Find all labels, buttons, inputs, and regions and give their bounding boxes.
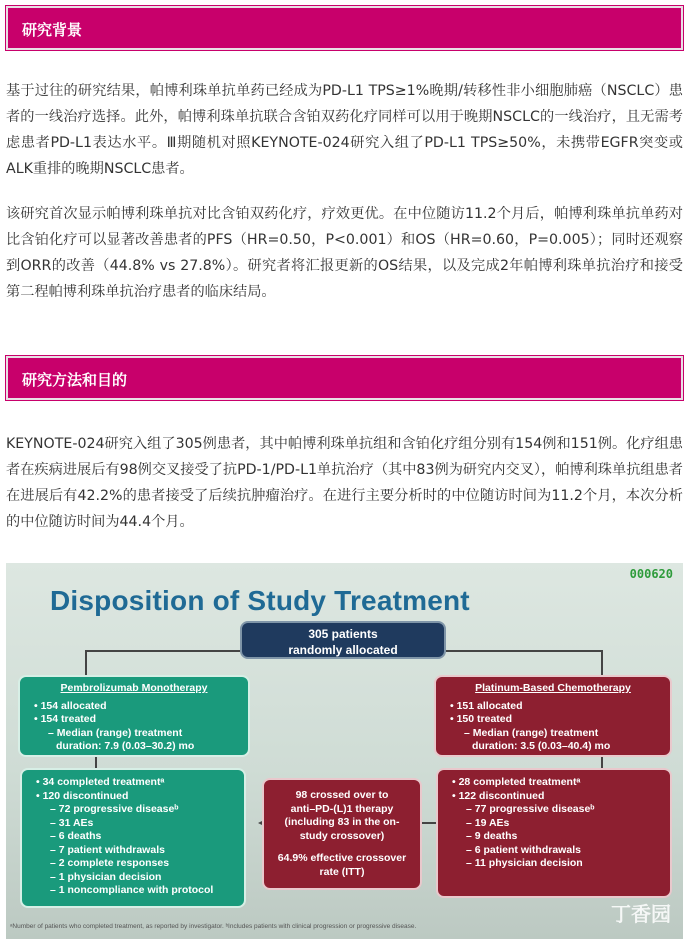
arm-header: Pembrolizumab Monotherapy	[60, 682, 208, 694]
paragraph-background-1: 基于过往的研究结果，帕博利珠单抗单药已经成为PD-L1 TPS≥1%晚期/转移性非小细胞肺癌（NSCLC）患者的一线治疗选择。此外，帕博利珠单抗联合含铂双药化疗同样可以用于晚期NSCLC的一线治疗，且无需考虑患者PD-L1表达水平。Ⅲ期随机对照KEYNOTE-024研究入组了PD-L1 TPS≥50%，未携带EGFR突变或ALK重排的晚期NSCLC患者。	[6, 83, 683, 177]
outcome-line: – 11 physician decision	[466, 857, 583, 869]
randomized-line-2: randomly allocated	[288, 643, 398, 657]
arm-line: – Median (range) treatment	[48, 726, 183, 739]
outcome-line: – 77 progressive diseaseᵇ	[466, 803, 595, 815]
outcome-line: – 72 progressive diseaseᵇ	[50, 803, 179, 815]
section-header-methods	[6, 356, 683, 400]
randomized-line-1: 305 patients	[308, 627, 378, 641]
section-title: 研究背景	[22, 21, 83, 39]
outcome-line: • 120 discontinued	[36, 789, 129, 802]
outcome-line: – 7 patient withdrawals	[50, 843, 165, 856]
outcome-line: – 9 deaths	[466, 830, 518, 842]
crossover-line: 98 crossed over to	[295, 789, 389, 801]
arm-line: – Median (range) treatment	[464, 726, 599, 739]
outcome-line: – 1 physician decision	[50, 870, 162, 883]
arm-line: • 154 allocated	[34, 699, 107, 712]
outcome-line: – 6 patient withdrawals	[466, 843, 581, 856]
arm-header: Platinum-Based Chemotherapy	[475, 682, 631, 694]
slide-photo	[6, 563, 683, 939]
slide-title: Disposition of Study Treatment	[50, 585, 470, 616]
crossover-line: 64.9% effective crossover	[277, 852, 407, 864]
outcome-line: – 31 AEs	[50, 816, 94, 829]
pembrolizumab-arm-box	[18, 675, 250, 757]
outcome-line: – 19 AEs	[466, 816, 510, 829]
outcome-line: • 122 discontinued	[452, 789, 545, 802]
slide-footnote: ᵃNumber of patients who completed treatment, as reported by investigator. ᵇIncludes patients with clinical progression or progressive disease.	[10, 923, 417, 930]
arm-line: • 150 treated	[450, 713, 513, 725]
paragraph-methods: KEYNOTE-024研究入组了305例患者，其中帕博利珠单抗组和含铂化疗组分别有154例和151例。化疗组患者在疾病进展后有98例交叉接受了抗PD-1/PD-L1单抗治疗（其中83例为研究内交叉），帕博利珠单抗组患者在进展后有42.2%的患者接受了后续抗肿瘤治疗。在进行主要分析时的中位随访时间为11.2个月，本次分析的中位随访时间为44.4个月。	[6, 436, 683, 530]
crossover-box	[262, 778, 422, 890]
slide-counter: 000620	[629, 567, 673, 581]
randomized-box	[240, 621, 446, 659]
outcome-line: – 6 deaths	[50, 830, 102, 842]
chemotherapy-arm-box	[434, 675, 672, 757]
outcome-line: • 28 completed treatmentᵃ	[452, 776, 581, 788]
outcome-line: – 1 noncompliance with protocol	[50, 884, 214, 896]
section-header-background	[6, 6, 683, 50]
arm-line: duration: 3.5 (0.03–40.4) mo	[472, 740, 611, 752]
outcome-line: – 2 complete responses	[50, 857, 170, 869]
connector-right	[446, 651, 602, 675]
crossover-line: anti–PD-(L)1 therapy	[290, 802, 394, 815]
pembrolizumab-outcome-box	[20, 768, 246, 908]
outcome-line: • 34 completed treatmentᵃ	[36, 776, 165, 788]
connector-left	[86, 651, 240, 675]
crossover-line: (including 83 in the on-	[284, 816, 400, 828]
arm-line: • 151 allocated	[450, 699, 523, 712]
crossover-line: rate (ITT)	[319, 865, 365, 878]
arm-line: duration: 7.9 (0.03–30.2) mo	[56, 740, 195, 752]
arm-line: • 154 treated	[34, 713, 97, 725]
crossover-line: study crossover)	[299, 829, 385, 842]
chemotherapy-outcome-box	[436, 768, 672, 898]
section-title: 研究方法和目的	[22, 371, 128, 389]
watermark-logo: 丁香园	[611, 902, 671, 926]
paragraph-background-2: 该研究首次显示帕博利珠单抗对比含铂双药化疗，疗效更优。在中位随访11.2个月后，帕博利珠单抗单药对比含铂化疗可以显著改善患者的PFS（HR=0.50，P<0.001）和OS（HR=0.60，P=0.005）；同时还观察到ORR的改善（44.8% vs 27.8%）。研究者将汇报更新的OS结果，以及完成2年帕博利珠单抗治疗和接受第二程帕博利珠单抗治疗患者的临床结局。	[6, 206, 683, 300]
